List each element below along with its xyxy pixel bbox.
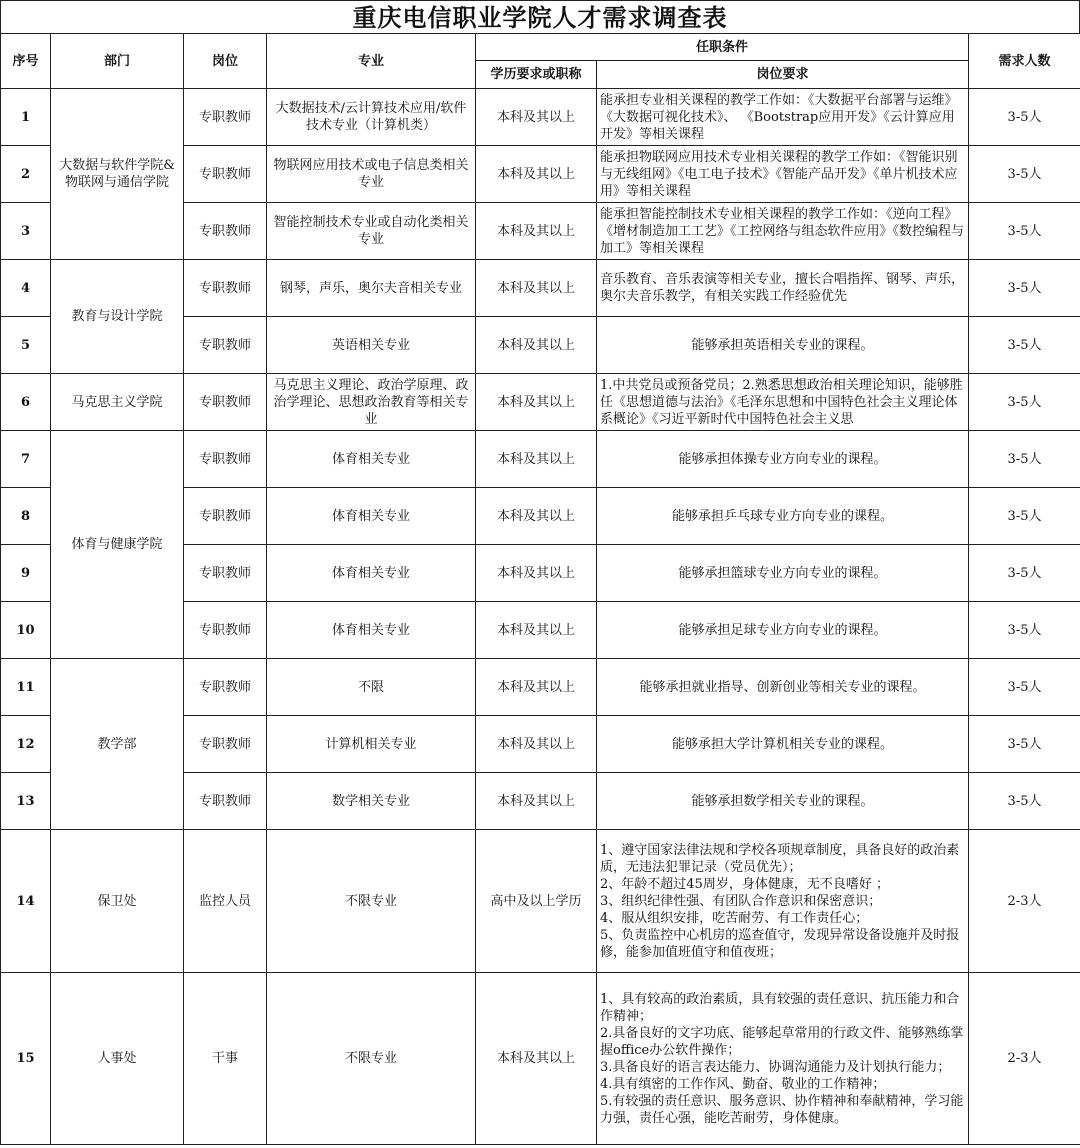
requirement-line: 能承担物联网应用技术专业相关课程的教学工作如：《智能识别与无线组网》《电工电子技术》《智能产品开发》《单片机技术应用》等相关课程 <box>600 149 958 199</box>
row-education: 本科及其以上 <box>476 602 597 659</box>
row-count: 3-5人 <box>969 488 1080 545</box>
row-requirements <box>597 89 969 146</box>
row-position: 专职教师 <box>184 488 267 545</box>
header-position: 岗位 <box>184 34 267 89</box>
row-position: 专职教师 <box>184 602 267 659</box>
row-education: 本科及其以上 <box>476 89 597 146</box>
row-position: 专职教师 <box>184 203 267 260</box>
row-position: 专职教师 <box>184 146 267 203</box>
row-education: 本科及其以上 <box>476 146 597 203</box>
row-requirements <box>597 716 969 773</box>
row-requirements <box>597 830 969 973</box>
row-requirements <box>597 488 969 545</box>
requirement-line: 能够承担乒乓球专业方向专业的课程。 <box>672 508 894 524</box>
page-title: 重庆电信职业学院人才需求调查表 <box>0 0 1080 33</box>
row-requirements <box>597 659 969 716</box>
row-seq: 4 <box>1 260 51 317</box>
requirement-line: 能够承担体操专业方向专业的课程。 <box>678 451 887 467</box>
row-count: 3-5人 <box>969 89 1080 146</box>
requirement-line: 能承担智能控制技术专业相关课程的教学工作如：《逆向工程》《增材制造加工工艺》《工控网络与组态软件应用》《数控编程与加工》等相关课程 <box>600 206 965 256</box>
row-education: 本科及其以上 <box>476 716 597 773</box>
row-seq: 7 <box>1 431 51 488</box>
row-count: 3-5人 <box>969 716 1080 773</box>
table-body <box>1 89 1080 1145</box>
requirement-line: 5、负责监控中心机房的巡查值守，发现异常设备设施并及时报修，能参加值班值守和值夜班； <box>600 927 960 960</box>
row-major: 大数据技术/云计算技术应用/软件技术专业（计算机类） <box>267 89 476 146</box>
row-education: 本科及其以上 <box>476 317 597 374</box>
row-requirements <box>597 146 969 203</box>
row-requirements <box>597 773 969 830</box>
row-count: 3-5人 <box>969 545 1080 602</box>
row-major: 英语相关专业 <box>267 317 476 374</box>
header-dept: 部门 <box>51 34 184 89</box>
row-requirements <box>597 545 969 602</box>
row-education: 本科及其以上 <box>476 431 597 488</box>
row-count: 3-5人 <box>969 317 1080 374</box>
row-position: 专职教师 <box>184 374 267 431</box>
requirement-line: 3.具备良好的语言表达能力、协调沟通能力及计划执行能力； <box>600 1059 951 1075</box>
row-count: 3-5人 <box>969 374 1080 431</box>
row-count: 3-5人 <box>969 431 1080 488</box>
row-count: 3-5人 <box>969 203 1080 260</box>
dept-cell: 体育与健康学院 <box>51 431 184 659</box>
requirement-line: 能够承担大学计算机相关专业的课程。 <box>672 736 894 752</box>
row-position: 专职教师 <box>184 773 267 830</box>
requirement-line: 1、具有较高的政治素质，具有较强的责任意识、抗压能力和合作精神； <box>600 991 960 1024</box>
row-major: 钢琴，声乐，奥尔夫音相关专业 <box>267 260 476 317</box>
row-major: 不限 <box>267 659 476 716</box>
requirement-line: 3、组织纪律性强、有团队合作意识和保密意识； <box>600 893 882 909</box>
row-major: 体育相关专业 <box>267 545 476 602</box>
row-major: 马克思主义理论、政治学原理、政治学理论、思想政治教育等相关专业 <box>267 374 476 431</box>
row-major: 不限专业 <box>267 830 476 973</box>
row-education: 本科及其以上 <box>476 203 597 260</box>
row-requirements <box>597 602 969 659</box>
row-seq: 1 <box>1 89 51 146</box>
row-requirements <box>597 431 969 488</box>
dept-cell: 教学部 <box>51 659 184 830</box>
table-row <box>1 89 1080 146</box>
row-education: 本科及其以上 <box>476 773 597 830</box>
row-education: 本科及其以上 <box>476 659 597 716</box>
row-major: 数学相关专业 <box>267 773 476 830</box>
requirement-line: 1、遵守国家法律法规和学校各项规章制度，具备良好的政治素质，无违法犯罪记录（党员优先）； <box>600 842 960 875</box>
row-seq: 14 <box>1 830 51 973</box>
row-seq: 12 <box>1 716 51 773</box>
table-row <box>1 973 1080 1145</box>
row-seq: 15 <box>1 973 51 1145</box>
row-requirements <box>597 203 969 260</box>
table-row <box>1 260 1080 317</box>
table-row <box>1 659 1080 716</box>
requirement-line: 4.具有缜密的工作作风、勤奋、敬业的工作精神； <box>600 1076 886 1092</box>
row-count: 3-5人 <box>969 659 1080 716</box>
row-education: 本科及其以上 <box>476 260 597 317</box>
row-position: 监控人员 <box>184 830 267 973</box>
row-requirements <box>597 973 969 1145</box>
requirement-line: 音乐教育、音乐表演等相关专业，擅长合唱指挥、钢琴、声乐，奥尔夫音乐教学，有相关实践工作经验优先 <box>600 272 965 304</box>
header-major: 专业 <box>267 34 476 89</box>
row-major: 物联网应用技术或电子信息类相关专业 <box>267 146 476 203</box>
row-count: 2-3人 <box>969 973 1080 1145</box>
row-requirements <box>597 260 969 317</box>
requirement-line: 能够承担就业指导、创新创业等相关专业的课程。 <box>639 679 926 695</box>
row-seq: 11 <box>1 659 51 716</box>
row-count: 3-5人 <box>969 602 1080 659</box>
header-count: 需求人数 <box>969 34 1080 89</box>
row-position: 干事 <box>184 973 267 1145</box>
header-seq: 序号 <box>1 34 51 89</box>
row-major: 计算机相关专业 <box>267 716 476 773</box>
table-row <box>1 374 1080 431</box>
row-education: 本科及其以上 <box>476 374 597 431</box>
row-education: 本科及其以上 <box>476 545 597 602</box>
requirement-line: 2.具备良好的文字功底、能够起草常用的行政文件、能够熟练掌握office办公软件操作； <box>600 1025 964 1058</box>
requirement-line: 能够承担足球专业方向专业的课程。 <box>678 622 887 638</box>
row-seq: 5 <box>1 317 51 374</box>
row-position: 专职教师 <box>184 431 267 488</box>
row-requirements <box>597 374 969 431</box>
header-requirements: 岗位要求 <box>597 61 969 89</box>
row-count: 2-3人 <box>969 830 1080 973</box>
row-count: 3-5人 <box>969 146 1080 203</box>
row-requirements <box>597 317 969 374</box>
row-major: 体育相关专业 <box>267 431 476 488</box>
requirement-line: 5.有较强的责任意识、服务意识、协作精神和奉献精神，学习能力强，责任心强，能吃苦耐劳，身体健康。 <box>600 1093 964 1126</box>
row-position: 专职教师 <box>184 317 267 374</box>
row-education: 本科及其以上 <box>476 973 597 1145</box>
requirement-line: 1.中共党员或预备党员；2.熟悉思想政治相关理论知识，能够胜任《思想道德与法治》《毛泽东思想和中国特色社会主义理论体系概论》《习近平新时代中国特色社会主义思 <box>600 377 963 427</box>
row-seq: 2 <box>1 146 51 203</box>
row-major: 智能控制技术专业或自动化类相关专业 <box>267 203 476 260</box>
dept-cell: 教育与设计学院 <box>51 260 184 374</box>
row-seq: 13 <box>1 773 51 830</box>
dept-cell: 保卫处 <box>51 830 184 973</box>
dept-cell: 人事处 <box>51 973 184 1145</box>
row-position: 专职教师 <box>184 659 267 716</box>
table-row <box>1 830 1080 973</box>
requirement-line: 能承担专业相关课程的教学工作如：《大数据平台部署与运维》《大数据可视化技术》、 《Bootstrap应用开发》《云计算应用开发》等相关课程 <box>600 92 958 142</box>
table-row <box>1 431 1080 488</box>
row-major: 体育相关专业 <box>267 602 476 659</box>
dept-cell: 大数据与软件学院&物联网与通信学院 <box>51 89 184 260</box>
row-major: 体育相关专业 <box>267 488 476 545</box>
row-count: 3-5人 <box>969 773 1080 830</box>
row-count: 3-5人 <box>969 260 1080 317</box>
row-seq: 9 <box>1 545 51 602</box>
row-position: 专职教师 <box>184 545 267 602</box>
row-seq: 3 <box>1 203 51 260</box>
requirement-line: 2、年龄不超过45周岁，身体健康，无不良嗜好 ； <box>600 876 889 892</box>
requirement-line: 能够承担篮球专业方向专业的课程。 <box>678 565 887 581</box>
row-seq: 8 <box>1 488 51 545</box>
row-seq: 6 <box>1 374 51 431</box>
row-major: 不限专业 <box>267 973 476 1145</box>
header-education: 学历要求或职称 <box>476 61 597 89</box>
row-position: 专职教师 <box>184 716 267 773</box>
row-education: 本科及其以上 <box>476 488 597 545</box>
row-seq: 10 <box>1 602 51 659</box>
requirement-line: 能够承担数学相关专业的课程。 <box>691 793 874 809</box>
recruitment-table <box>0 33 1080 1145</box>
row-position: 专职教师 <box>184 260 267 317</box>
dept-cell: 马克思主义学院 <box>51 374 184 431</box>
header-conditions: 任职条件 <box>476 34 969 61</box>
row-position: 专职教师 <box>184 89 267 146</box>
requirement-line: 4、服从组织安排，吃苦耐劳、有工作责任心； <box>600 910 869 926</box>
row-education: 高中及以上学历 <box>476 830 597 973</box>
requirement-line: 能够承担英语相关专业的课程。 <box>691 337 874 353</box>
